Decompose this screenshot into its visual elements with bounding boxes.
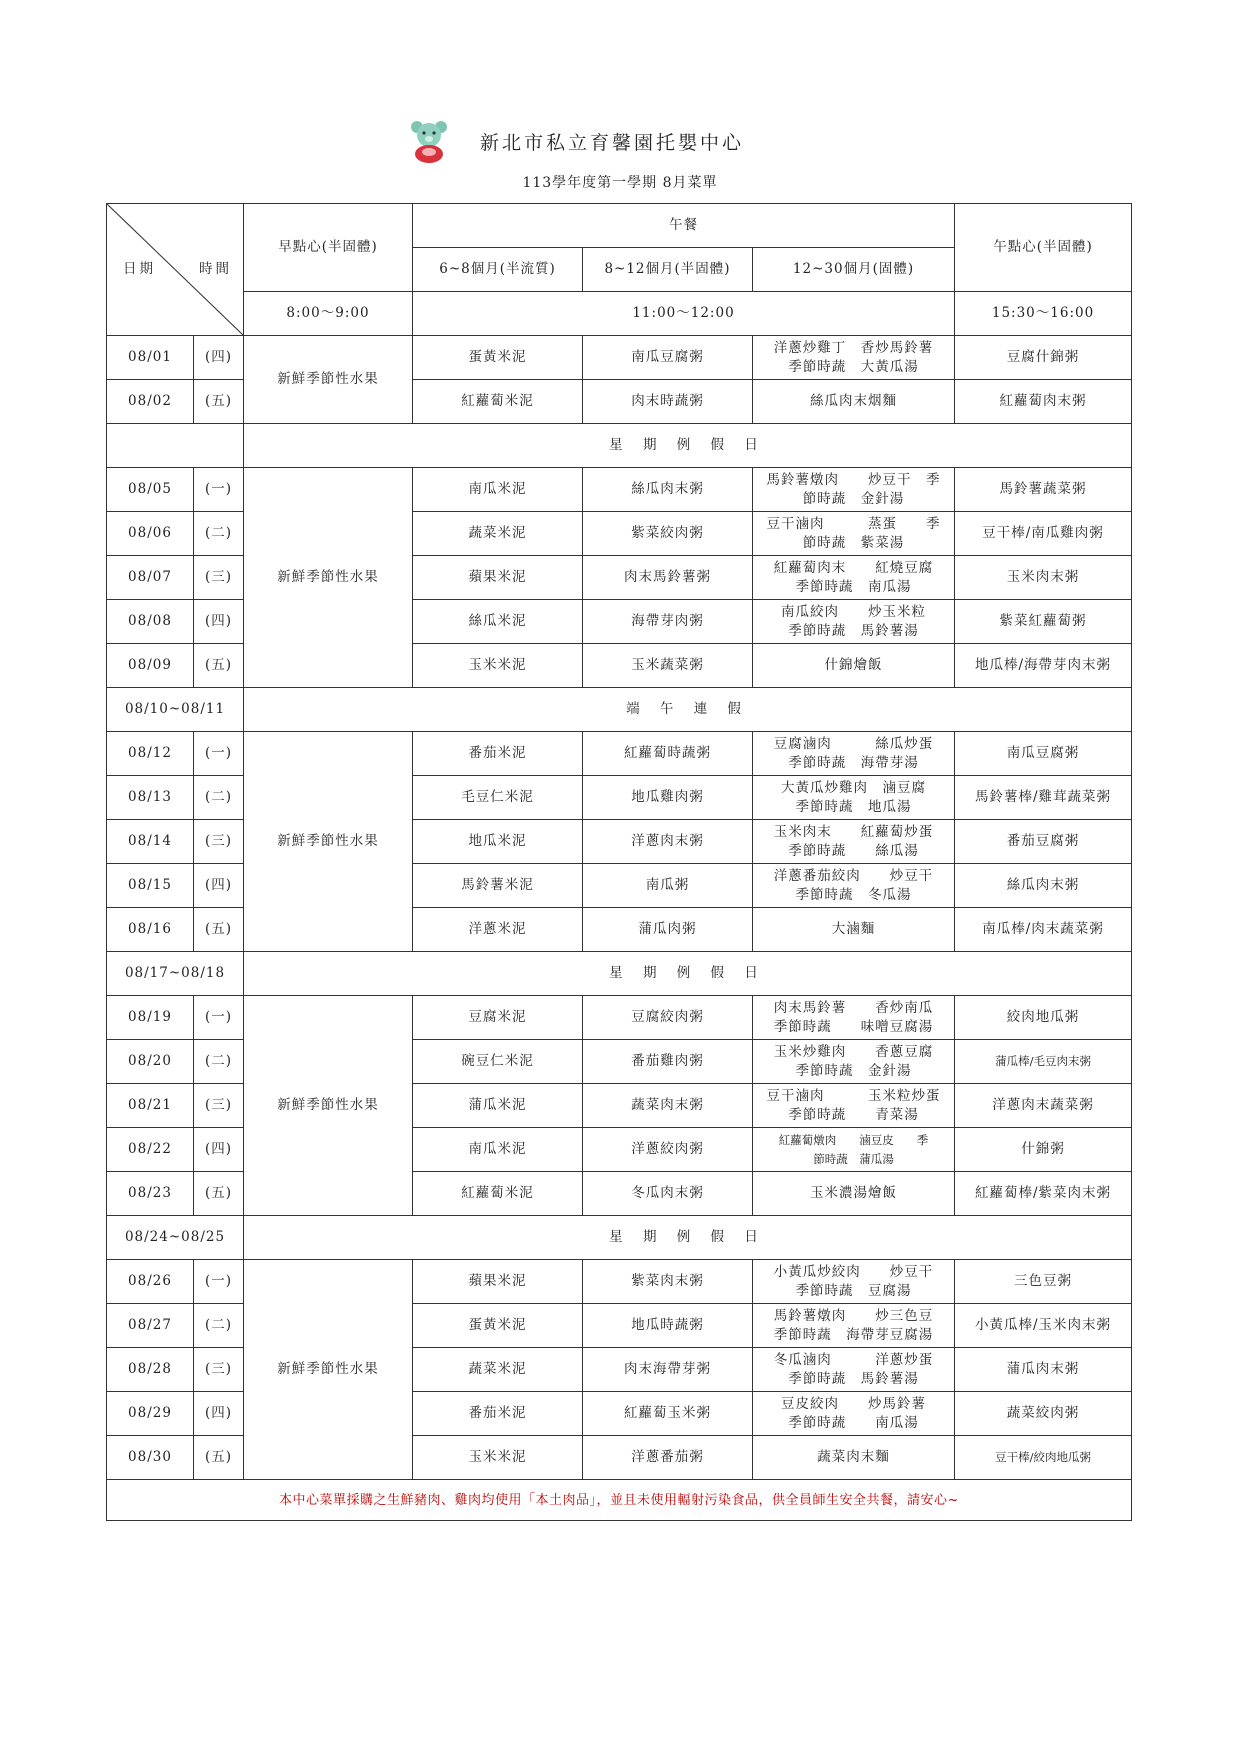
afternoon-snack-cell: 豆腐什錦粥	[955, 336, 1132, 380]
lunch-6-8-cell: 毛豆仁米泥	[413, 776, 583, 820]
lunch-12-30-line: 季節時蔬 青菜湯	[788, 1106, 919, 1123]
holiday-row	[107, 1216, 1132, 1260]
weekday-cell: (二)	[194, 512, 244, 556]
afternoon-snack-header: 午點心(半固體)	[955, 204, 1132, 292]
afternoon-snack-cell: 小黃瓜棒/玉米肉末粥	[955, 1304, 1132, 1348]
weekday-cell: (四)	[194, 336, 244, 380]
lunch-12-30-line: 節時蔬 蒲瓜湯	[813, 1151, 894, 1166]
date-cell: 08/27	[107, 1304, 194, 1348]
weekday-cell: (二)	[194, 1304, 244, 1348]
breakfast-fruit-cell: 新鮮季節性水果	[244, 1260, 413, 1480]
weekday-cell: (二)	[194, 776, 244, 820]
lunch-12-30-line: 大黃瓜炒雞肉 滷豆腐	[781, 779, 926, 796]
lunch-12-30-cell	[753, 1348, 955, 1392]
footer-row	[107, 1480, 1132, 1521]
lunch-8-12-header: 8~12個月(半固體)	[583, 248, 753, 292]
lunch-12-30-line: 節時蔬 紫菜湯	[802, 534, 905, 551]
breakfast-time: 8:00～9:00	[244, 292, 413, 336]
date-cell: 08/05	[107, 468, 194, 512]
lunch-6-8-cell: 蘋果米泥	[413, 556, 583, 600]
lunch-12-30-line: 洋蔥炒雞丁 香炒馬鈴薯	[773, 339, 934, 356]
menu-row	[107, 336, 1132, 380]
date-cell: 08/14	[107, 820, 194, 864]
lunch-6-8-cell: 蛋黃米泥	[413, 336, 583, 380]
lunch-8-12-cell: 紫菜肉末粥	[583, 1260, 753, 1304]
weekday-cell: (二)	[194, 1040, 244, 1084]
lunch-12-30-cell	[753, 512, 955, 556]
afternoon-snack-cell: 蒲瓜棒/毛豆肉末粥	[955, 1040, 1132, 1084]
afternoon-snack-cell: 紫菜紅蘿蔔粥	[955, 600, 1132, 644]
afternoon-snack-cell: 三色豆粥	[955, 1260, 1132, 1304]
lunch-8-12-cell: 紅蘿蔔玉米粥	[583, 1392, 753, 1436]
lunch-6-8-cell: 碗豆仁米泥	[413, 1040, 583, 1084]
date-cell: 08/28	[107, 1348, 194, 1392]
lunch-12-30-line: 洋蔥番茄絞肉 炒豆干	[773, 867, 934, 884]
date-cell: 08/29	[107, 1392, 194, 1436]
weekday-cell: (三)	[194, 1084, 244, 1128]
date-cell: 08/01	[107, 336, 194, 380]
date-cell: 08/20	[107, 1040, 194, 1084]
weekday-cell: (三)	[194, 820, 244, 864]
holiday-row	[107, 424, 1132, 468]
lunch-8-12-cell: 洋蔥肉末粥	[583, 820, 753, 864]
lunch-8-12-cell: 玉米蔬菜粥	[583, 644, 753, 688]
afternoon-snack-cell: 什錦粥	[955, 1128, 1132, 1172]
date-cell: 08/21	[107, 1084, 194, 1128]
lunch-6-8-cell: 地瓜米泥	[413, 820, 583, 864]
lunch-12-30-cell	[753, 380, 955, 424]
holiday-date-cell: 08/10~08/11	[107, 688, 244, 732]
lunch-6-8-cell: 蔬菜米泥	[413, 512, 583, 556]
date-cell: 08/08	[107, 600, 194, 644]
lunch-6-8-cell: 玉米米泥	[413, 644, 583, 688]
afternoon-snack-cell: 紅蘿蔔棒/紫菜肉末粥	[955, 1172, 1132, 1216]
date-cell: 08/26	[107, 1260, 194, 1304]
weekday-cell: (一)	[194, 468, 244, 512]
lunch-12-30-line: 豆干滷肉 玉米粒炒蛋	[766, 1087, 941, 1104]
menu-row	[107, 996, 1132, 1040]
lunch-12-30-line: 冬瓜滷肉 洋蔥炒蛋	[773, 1351, 934, 1368]
date-cell: 08/30	[107, 1436, 194, 1480]
date-cell: 08/23	[107, 1172, 194, 1216]
lunch-6-8-cell: 馬鈴薯米泥	[413, 864, 583, 908]
lunch-12-30-line: 馬鈴薯燉肉 炒三色豆	[773, 1307, 934, 1324]
page-title: 新北市私立育馨園托嬰中心	[480, 132, 745, 154]
holiday-label-cell: 星 期 例 假 日	[244, 1216, 1132, 1260]
afternoon-snack-cell: 馬鈴薯棒/雞茸蔬菜粥	[955, 776, 1132, 820]
lunch-12-30-cell	[753, 468, 955, 512]
lunch-12-30-cell	[753, 1304, 955, 1348]
weekday-cell: (五)	[194, 1436, 244, 1480]
lunch-6-8-header: 6~8個月(半流質)	[413, 248, 583, 292]
lunch-12-30-line: 豆皮絞肉 炒馬鈴薯	[781, 1395, 926, 1412]
weekday-cell: (一)	[194, 996, 244, 1040]
lunch-8-12-cell: 蔬菜肉末粥	[583, 1084, 753, 1128]
lunch-12-30-line: 大滷麵	[831, 921, 876, 937]
lunch-12-30-line: 季節時蔬 冬瓜湯	[795, 886, 912, 903]
breakfast-fruit-cell: 新鮮季節性水果	[244, 336, 413, 424]
lunch-8-12-cell: 洋蔥絞肉粥	[583, 1128, 753, 1172]
lunch-6-8-cell: 紅蘿蔔米泥	[413, 380, 583, 424]
lunch-12-30-line: 季節時蔬 地瓜湯	[795, 798, 912, 815]
weekday-cell: (一)	[194, 732, 244, 776]
lunch-12-30-line: 季節時蔬 南瓜湯	[795, 578, 912, 595]
lunch-12-30-line: 季節時蔬 馬鈴薯湯	[788, 1370, 919, 1387]
lunch-12-30-header: 12~30個月(固體)	[753, 248, 955, 292]
date-cell: 08/13	[107, 776, 194, 820]
lunch-12-30-line: 玉米濃湯燴飯	[810, 1185, 897, 1201]
lunch-12-30-cell	[753, 864, 955, 908]
lunch-12-30-cell	[753, 556, 955, 600]
lunch-8-12-cell: 冬瓜肉末粥	[583, 1172, 753, 1216]
lunch-12-30-cell	[753, 996, 955, 1040]
lunch-12-30-line: 紅蘿蔔燉肉 滷豆皮 季	[778, 1132, 929, 1147]
lunch-8-12-cell: 紅蘿蔔時蔬粥	[583, 732, 753, 776]
afternoon-snack-cell: 南瓜豆腐粥	[955, 732, 1132, 776]
breakfast-header: 早點心(半固體)	[244, 204, 413, 292]
lunch-8-12-cell: 肉末時蔬粥	[583, 380, 753, 424]
lunch-8-12-cell: 絲瓜肉末粥	[583, 468, 753, 512]
afternoon-snack-cell: 馬鈴薯蔬菜粥	[955, 468, 1132, 512]
lunch-6-8-cell: 玉米米泥	[413, 1436, 583, 1480]
lunch-12-30-line: 豆干滷肉 蒸蛋 季	[766, 515, 941, 532]
lunch-8-12-cell: 肉末海帶芽粥	[583, 1348, 753, 1392]
lunch-12-30-cell	[753, 776, 955, 820]
date-cell: 08/15	[107, 864, 194, 908]
lunch-8-12-cell: 豆腐絞肉粥	[583, 996, 753, 1040]
lunch-12-30-line: 季節時蔬 味噌豆腐湯	[773, 1018, 934, 1035]
weekday-cell: (五)	[194, 1172, 244, 1216]
lunch-8-12-cell: 蒲瓜肉粥	[583, 908, 753, 952]
lunch-12-30-cell	[753, 732, 955, 776]
menu-row	[107, 732, 1132, 776]
lunch-12-30-line: 季節時蔬 海帶芽豆腐湯	[773, 1326, 934, 1343]
lunch-12-30-line: 季節時蔬 南瓜湯	[788, 1414, 919, 1431]
weekday-cell: (五)	[194, 380, 244, 424]
footer-note: 本中心菜單採購之生鮮豬肉、雞肉均使用「本土肉品」，並且未使用輻射污染食品，供全員師生安全共餐，請安心~	[107, 1480, 1132, 1521]
weekday-cell: (四)	[194, 864, 244, 908]
date-cell: 08/19	[107, 996, 194, 1040]
lunch-12-30-cell	[753, 820, 955, 864]
lunch-time: 11:00～12:00	[413, 292, 955, 336]
date-cell: 08/02	[107, 380, 194, 424]
lunch-8-12-cell: 番茄雞肉粥	[583, 1040, 753, 1084]
lunch-8-12-cell: 南瓜粥	[583, 864, 753, 908]
afternoon-snack-cell: 番茄豆腐粥	[955, 820, 1132, 864]
date-header-label: 日期	[123, 261, 156, 277]
lunch-12-30-cell	[753, 1436, 955, 1480]
lunch-12-30-line: 玉米肉末 紅蘿蔔炒蛋	[773, 823, 934, 840]
afternoon-snack-cell: 豆干棒/絞肉地瓜粥	[955, 1436, 1132, 1480]
lunch-6-8-cell: 紅蘿蔔米泥	[413, 1172, 583, 1216]
weekday-cell: (五)	[194, 644, 244, 688]
lunch-6-8-cell: 番茄米泥	[413, 1392, 583, 1436]
time-header-label: 時間	[199, 261, 232, 277]
weekday-cell: (三)	[194, 1348, 244, 1392]
holiday-label-cell: 星 期 例 假 日	[244, 424, 1132, 468]
lunch-6-8-cell: 蘋果米泥	[413, 1260, 583, 1304]
lunch-12-30-line: 季節時蔬 豆腐湯	[795, 1282, 912, 1299]
afternoon-snack-cell: 蔬菜絞肉粥	[955, 1392, 1132, 1436]
holiday-row	[107, 688, 1132, 732]
lunch-12-30-line: 小黃瓜炒絞肉 炒豆干	[773, 1263, 934, 1280]
lunch-8-12-cell: 海帶芽肉粥	[583, 600, 753, 644]
lunch-6-8-cell: 蔬菜米泥	[413, 1348, 583, 1392]
afternoon-time: 15:30～16:00	[955, 292, 1132, 336]
lunch-6-8-cell: 蒲瓜米泥	[413, 1084, 583, 1128]
lunch-8-12-cell: 肉末馬鈴薯粥	[583, 556, 753, 600]
holiday-date-cell: 08/17~08/18	[107, 952, 244, 996]
lunch-12-30-line: 季節時蔬 大黃瓜湯	[788, 358, 919, 375]
lunch-12-30-cell	[753, 1040, 955, 1084]
weekday-cell: (四)	[194, 1128, 244, 1172]
lunch-12-30-line: 蔬菜肉末麵	[817, 1449, 890, 1465]
afternoon-snack-cell: 地瓜棒/海帶芽肉末粥	[955, 644, 1132, 688]
lunch-12-30-line: 季節時蔬 海帶芽湯	[788, 754, 919, 771]
menu-row	[107, 468, 1132, 512]
afternoon-snack-cell: 蒲瓜肉末粥	[955, 1348, 1132, 1392]
holiday-row	[107, 952, 1132, 996]
date-cell: 08/22	[107, 1128, 194, 1172]
holiday-label-cell: 星 期 例 假 日	[244, 952, 1132, 996]
lunch-12-30-line: 什錦燴飯	[824, 657, 883, 673]
lunch-8-12-cell: 紫菜絞肉粥	[583, 512, 753, 556]
lunch-12-30-line: 玉米炒雞肉 香蔥豆腐	[773, 1043, 934, 1060]
menu-subtitle: 113學年度第一學期 8月菜單	[522, 175, 718, 191]
lunch-6-8-cell: 南瓜米泥	[413, 468, 583, 512]
afternoon-snack-cell: 豆干棒/南瓜雞肉粥	[955, 512, 1132, 556]
lunch-12-30-line: 季節時蔬 絲瓜湯	[788, 842, 919, 859]
date-cell: 08/06	[107, 512, 194, 556]
lunch-8-12-cell: 南瓜豆腐粥	[583, 336, 753, 380]
lunch-12-30-cell	[753, 908, 955, 952]
page-header	[0, 118, 1240, 168]
lunch-12-30-line: 季節時蔬 馬鈴薯湯	[788, 622, 919, 639]
lunch-6-8-cell: 番茄米泥	[413, 732, 583, 776]
breakfast-fruit-cell: 新鮮季節性水果	[244, 732, 413, 952]
lunch-6-8-cell: 洋蔥米泥	[413, 908, 583, 952]
lunch-header: 午餐	[413, 204, 955, 248]
lunch-12-30-cell	[753, 644, 955, 688]
weekday-cell: (三)	[194, 556, 244, 600]
breakfast-fruit-cell: 新鮮季節性水果	[244, 996, 413, 1216]
lunch-12-30-line: 豆腐滷肉 絲瓜炒蛋	[773, 735, 934, 752]
breakfast-fruit-cell: 新鮮季節性水果	[244, 468, 413, 688]
afternoon-snack-cell: 紅蘿蔔肉末粥	[955, 380, 1132, 424]
weekday-cell: (五)	[194, 908, 244, 952]
afternoon-snack-cell: 南瓜棒/肉末蔬菜粥	[955, 908, 1132, 952]
lunch-12-30-cell	[753, 1172, 955, 1216]
lunch-12-30-cell	[753, 1260, 955, 1304]
lunch-12-30-line: 南瓜絞肉 炒玉米粒	[781, 603, 926, 620]
lunch-6-8-cell: 南瓜米泥	[413, 1128, 583, 1172]
lunch-12-30-cell	[753, 1128, 955, 1172]
lunch-12-30-line: 肉末馬鈴薯 香炒南瓜	[773, 999, 934, 1016]
teddy-bear-logo-icon	[408, 118, 450, 164]
weekday-cell: (一)	[194, 1260, 244, 1304]
lunch-6-8-cell: 蛋黃米泥	[413, 1304, 583, 1348]
lunch-12-30-line: 節時蔬 金針湯	[802, 490, 905, 507]
lunch-12-30-cell	[753, 1392, 955, 1436]
lunch-12-30-line: 紅蘿蔔肉末 紅燒豆腐	[773, 559, 934, 576]
afternoon-snack-cell: 玉米肉末粥	[955, 556, 1132, 600]
holiday-label-cell: 端 午 連 假	[244, 688, 1132, 732]
lunch-12-30-cell	[753, 600, 955, 644]
afternoon-snack-cell: 絞肉地瓜粥	[955, 996, 1132, 1040]
date-time-header	[107, 204, 244, 336]
lunch-8-12-cell: 地瓜時蔬粥	[583, 1304, 753, 1348]
menu-row	[107, 1260, 1132, 1304]
lunch-12-30-line: 季節時蔬 金針湯	[795, 1062, 912, 1079]
lunch-8-12-cell: 洋蔥番茄粥	[583, 1436, 753, 1480]
lunch-12-30-cell	[753, 1084, 955, 1128]
lunch-12-30-line: 絲瓜肉末烟麵	[810, 393, 897, 409]
date-cell: 08/16	[107, 908, 194, 952]
holiday-date-cell: 08/24~08/25	[107, 1216, 244, 1260]
lunch-6-8-cell: 絲瓜米泥	[413, 600, 583, 644]
menu-table	[106, 203, 1132, 1521]
lunch-8-12-cell: 地瓜雞肉粥	[583, 776, 753, 820]
lunch-12-30-line: 馬鈴薯燉肉 炒豆干 季	[766, 471, 941, 488]
lunch-12-30-cell	[753, 336, 955, 380]
afternoon-snack-cell: 洋蔥肉末蔬菜粥	[955, 1084, 1132, 1128]
weekday-cell: (四)	[194, 1392, 244, 1436]
weekday-cell: (四)	[194, 600, 244, 644]
date-cell: 08/07	[107, 556, 194, 600]
afternoon-snack-cell: 絲瓜肉末粥	[955, 864, 1132, 908]
date-cell: 08/09	[107, 644, 194, 688]
holiday-date-cell	[107, 424, 244, 468]
lunch-6-8-cell: 豆腐米泥	[413, 996, 583, 1040]
date-cell: 08/12	[107, 732, 194, 776]
